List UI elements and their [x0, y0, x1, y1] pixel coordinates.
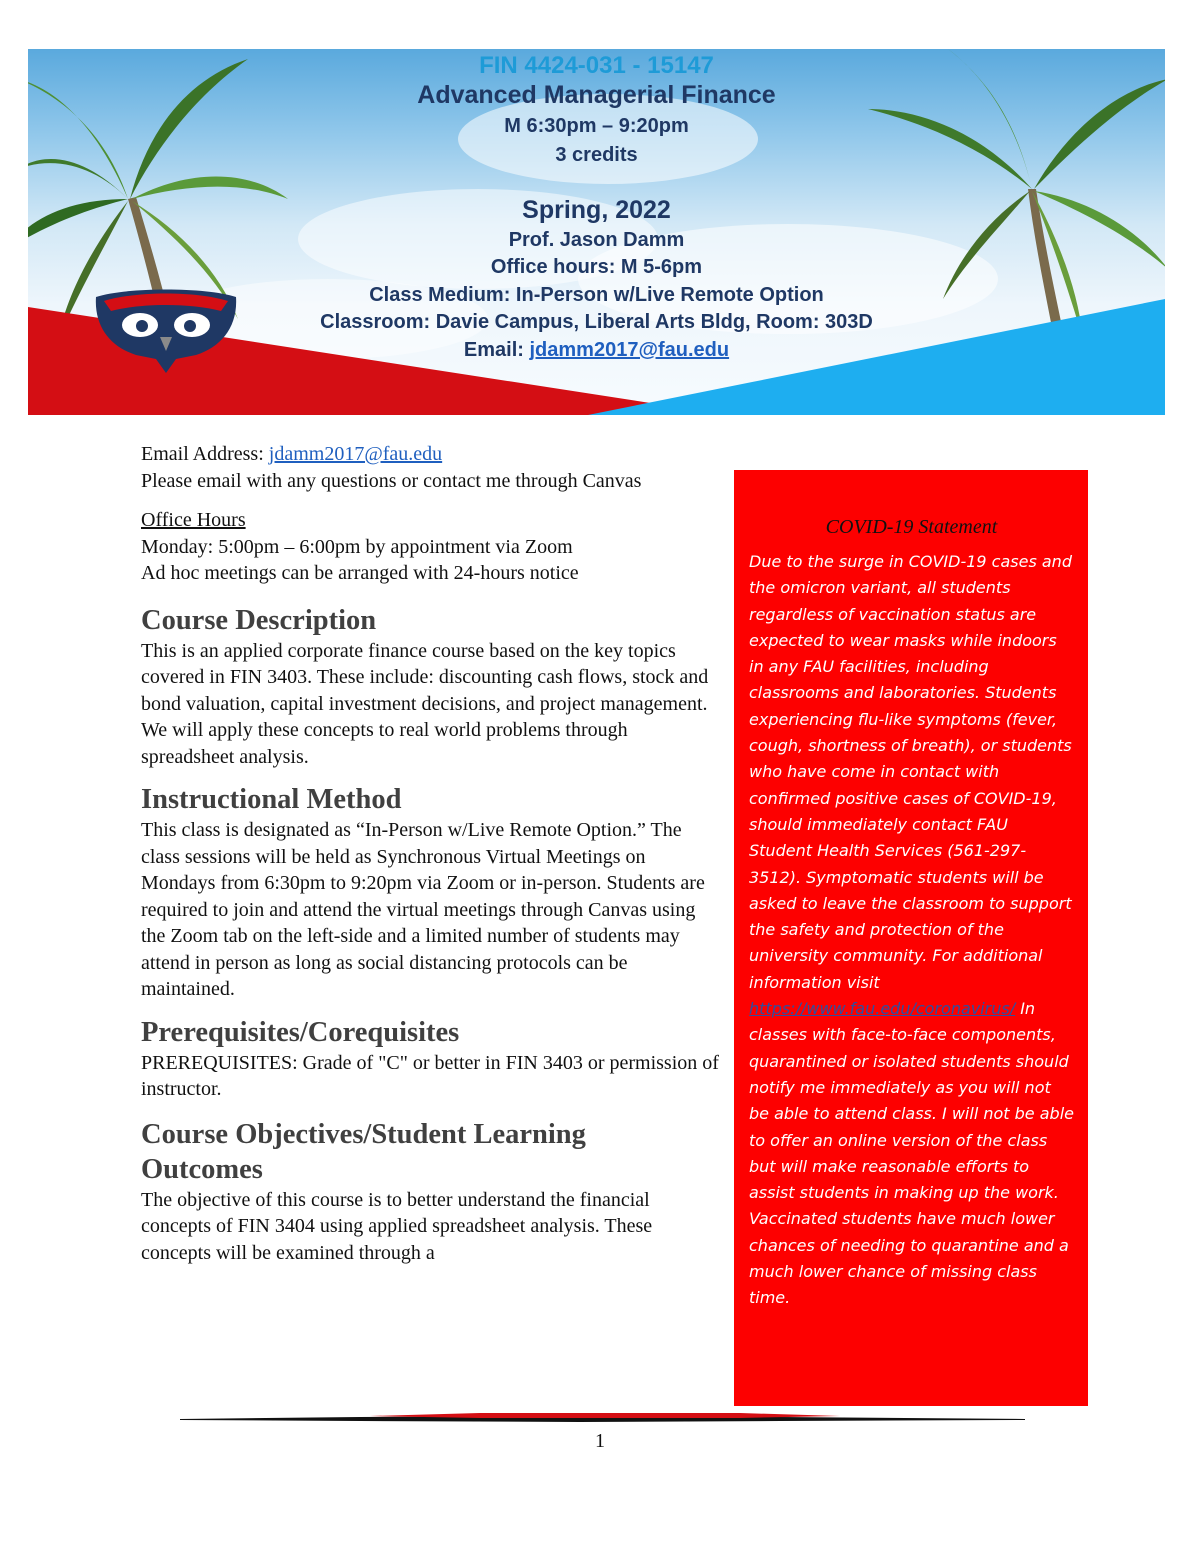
- prerequisites-heading: Prerequisites/Corequisites: [141, 1016, 460, 1048]
- instructional-method-body: This class is designated as “In-Person w/Live Remote Option.” The class sessions will be held as Synchronous Virtual Meetings on Mondays from 6:30pm to 9:20pm via Zoom or in-person. Students are required to join and attend the virtual meetings through Canvas using the Zoom tab on the left-side and a limited number of students may attend in person as long as social distancing protocols can be maintained.: [141, 819, 705, 1000]
- covid-body-part-1: Due to the surge in COVID-19 cases and the omicron variant, all students regardless of vaccination status are expected to wear masks while indoors in any FAU facilities, including classrooms and laboratories. Students experiencing flu-like symptoms (fever, cough, shortness of breath), or students who have come in contact with confirmed positive cases of COVID-19, should immediately contact FAU Student Health Services (561-297-3512). Symptomatic students will be asked to leave the classroom to support the safety and protection of the university community. For additional information visit: [749, 552, 1072, 992]
- covid-statement-box: [734, 470, 1088, 1406]
- course-credits: 3 credits: [555, 144, 638, 166]
- page-number: 1: [595, 1430, 605, 1452]
- objectives-heading: Course Objectives/Student Learning Outcomes: [141, 1118, 586, 1185]
- main-content: [141, 441, 721, 1266]
- email-note: Please email with any questions or contact me through Canvas: [141, 469, 642, 492]
- class-medium: Class Medium: In-Person w/Live Remote Option: [369, 284, 824, 306]
- covid-statement-body: [749, 549, 1074, 1312]
- banner-email-link[interactable]: jdamm2017@fau.edu: [529, 339, 730, 361]
- banner-office-hours: Office hours: M 5-6pm: [490, 256, 703, 278]
- objectives-body: The objective of this course is to better understand the financial concepts of FIN 3404 using applied spreadsheet analysis. These concepts will be examined through a: [141, 1188, 653, 1264]
- email-address-line: [141, 441, 721, 468]
- office-hours-line-1: Monday: 5:00pm – 6:00pm by appointment via Zoom: [141, 535, 573, 558]
- professor-name: Prof. Jason Damm: [508, 229, 685, 251]
- email-address-link[interactable]: jdamm2017@fau.edu: [268, 443, 443, 465]
- course-code: FIN 4424-031 - 15147: [479, 52, 714, 79]
- course-description-body: This is an applied corporate finance course based on the key topics covered in FIN 3403. These include: discounting cash flows, stock and bond valuation, capital investment decisions, and project management. We will apply these concepts to real world problems through spreadsheet analysis.: [141, 639, 709, 768]
- covid-statement-title: COVID-19 Statement: [825, 516, 998, 538]
- covid-body-part-2: In classes with face-to-face components, quarantined or isolated students should notify me immediately as you will not be able to attend class. I will not be able to offer an online version of the class but will make reasonable efforts to assist students in making up the work. Vaccinated students have much lower chances of needing to quarantine and a much lower chance of missing class time.: [749, 999, 1074, 1308]
- banner-email: [28, 339, 1165, 362]
- banner-email-label: Email:: [463, 339, 530, 361]
- email-address-label: Email Address:: [141, 443, 269, 465]
- classroom: Classroom: Davie Campus, Liberal Arts Bldg, Room: 303D: [320, 311, 873, 333]
- covid-info-link[interactable]: https://www.fau.edu/coronavirus/: [749, 999, 1016, 1019]
- header-banner: [28, 49, 1165, 415]
- instructional-method-heading: Instructional Method: [141, 784, 402, 815]
- prerequisites-body: PREREQUISITES: Grade of "C" or better in FIN 3403 or permission of instructor.: [141, 1051, 719, 1100]
- course-term: Spring, 2022: [522, 196, 671, 224]
- footer-divider: [180, 1411, 1030, 1425]
- office-hours-line-2: Ad hoc meetings can be arranged with 24-hours notice: [141, 562, 579, 584]
- course-schedule: M 6:30pm – 9:20pm: [504, 115, 689, 137]
- course-title: Advanced Managerial Finance: [417, 81, 776, 109]
- office-hours-heading: Office Hours: [141, 509, 246, 531]
- course-description-heading: Course Description: [141, 604, 377, 636]
